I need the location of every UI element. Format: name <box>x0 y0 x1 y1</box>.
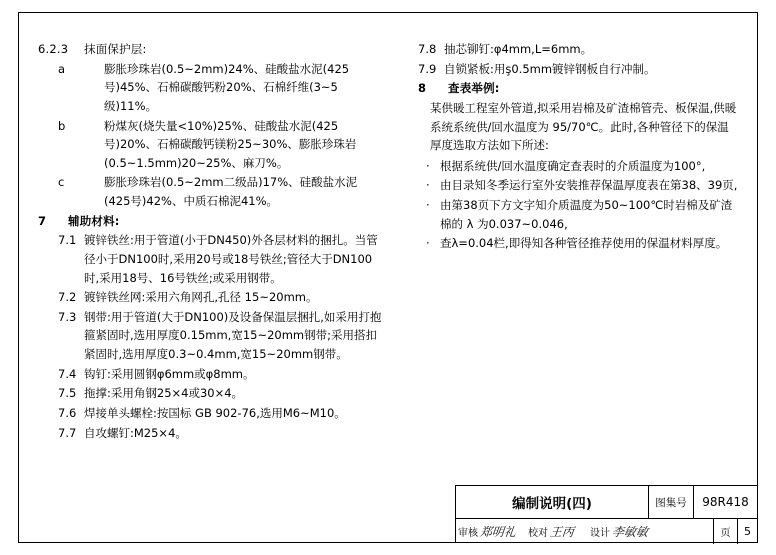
section-heading-8 <box>418 79 740 98</box>
list-marker: b <box>58 118 66 133</box>
list-marker: 7.9 <box>418 61 437 76</box>
list-marker: 7.1 <box>58 233 77 248</box>
bullet-marker: · <box>426 178 430 193</box>
title-block <box>455 485 758 543</box>
reviewer-signature: 郑明礼 <box>479 525 517 539</box>
list-text: 粉煤灰(烧失量<10%)25%、硅酸盐水泥(425号)20%、石棉碳酸钙镁粉25~30%、膨胀珍珠岩(0.5~1.5mm)20~25%、麻刀%。 <box>104 118 357 170</box>
bullet-item-4 <box>426 234 740 253</box>
bullet-marker: · <box>426 236 430 251</box>
page-number: 5 <box>744 525 751 538</box>
drawing-title: 编制说明(四) <box>456 486 649 518</box>
list-item-7-1 <box>58 231 383 287</box>
list-text: 膨胀珍珠岩(0.5~2mm)24%、硅酸盐水泥(425号)45%、石棉碳酸钙粉20%、石棉纤维(3~5级)11%。 <box>104 61 350 113</box>
bullet-item-2 <box>426 176 740 195</box>
list-item-7-5 <box>58 384 383 403</box>
list-item-7-4 <box>58 365 383 384</box>
section-number: 6.2.3 <box>38 42 69 56</box>
atlas-number-value: 98R418 <box>702 495 749 509</box>
list-item-7-9 <box>418 60 740 79</box>
proofreader-signature: 王丙 <box>549 525 575 539</box>
bullet-marker: · <box>426 198 430 212</box>
list-marker: a <box>58 61 66 76</box>
list-item-a <box>58 60 383 116</box>
list-item-7-6 <box>58 404 383 423</box>
designer-label: 设计 <box>590 528 610 539</box>
section-heading-6-2-3 <box>38 40 383 59</box>
title-block-bottom-row <box>456 519 757 544</box>
list-item-7-3 <box>58 308 383 364</box>
list-marker: c <box>58 175 65 190</box>
designer-cell <box>588 519 649 544</box>
list-marker: 7.3 <box>58 309 77 324</box>
list-marker: 7.2 <box>58 290 77 305</box>
section-heading-7 <box>38 212 383 231</box>
list-text: 自锁紧板:用ş0.5mm镀锌钢板自行冲制。 <box>444 61 656 76</box>
reviewer-label: 审核 <box>458 528 478 539</box>
bullet-text: 由目录知冬季运行室外安装推荐保温厚度表在第38、39页, <box>440 178 738 193</box>
paragraph-example-intro: 某供暖工程室外管道,拟采用岩棉及矿渣棉管壳、板保温,供暖系统系统供/回水温度为 95/70℃。此时,各种管径下的保温厚度选取方法如下所述: <box>430 100 737 153</box>
list-text: 拖撑:采用角钢25×4或30×4。 <box>84 386 244 401</box>
section-number: 7 <box>38 213 47 228</box>
atlas-number-label: 图集号 <box>649 486 694 518</box>
bullet-item-1 <box>426 157 740 176</box>
list-item-7-8 <box>418 40 740 59</box>
proofreader-cell <box>526 519 588 544</box>
list-item-c <box>58 173 383 210</box>
section-title: 查表举例: <box>448 81 500 96</box>
list-marker: 7.7 <box>58 425 77 440</box>
page-label: 页 <box>714 519 738 544</box>
bullet-text: 根据系统供/回水温度确定查表时的介质温度为100°, <box>440 158 706 173</box>
list-text: 抽芯铆钉:φ4mm,L=6mm。 <box>444 42 593 56</box>
section-title: 辅助材料: <box>68 213 120 228</box>
list-text: 焊接单头螺栓:按国标 GB 902-76,选用M6~M10。 <box>84 405 346 420</box>
left-text-column <box>38 40 383 443</box>
designer-signature: 李敏敏 <box>611 525 649 539</box>
bullet-item-3 <box>426 196 740 233</box>
list-text: 镀锌铁丝:用于管道(小于DN450)外各层材料的捆扎。当管径小于DN100时,采用20号或18号铁丝;管径大于DN100时,采用18号、16号铁丝;或采用钢带。 <box>84 233 378 285</box>
list-item-7-2 <box>58 288 383 307</box>
list-item-7-7 <box>58 424 383 443</box>
list-text: 自攻螺钉:M25×4。 <box>84 425 187 440</box>
title-block-top-row <box>456 486 757 519</box>
bullet-text: 由第38页下方文字知介质温度为50~100℃时岩棉及矿渣棉的 λ 为0.037~0.046, <box>440 198 733 231</box>
list-marker: 7.4 <box>58 366 77 381</box>
list-text: 钢带:用于管道(大于DN100)及设备保温层捆扎,如采用打抱箍紧固时,选用厚度0.15mm,宽15~20mm钢带;采用搭扣紧固时,选用厚度0.3~0.4mm,宽15~20mm钢带。 <box>84 309 382 361</box>
right-text-column <box>418 40 740 254</box>
list-marker: 7.5 <box>58 386 77 401</box>
list-item-b <box>58 117 383 173</box>
proofreader-label: 校对 <box>528 528 548 539</box>
section-number: 8 <box>418 81 427 96</box>
reviewer-cell <box>456 519 526 544</box>
list-marker: 7.6 <box>58 405 77 420</box>
list-marker: 7.8 <box>418 42 437 56</box>
list-text: 镀锌铁丝网:采用六角网孔,孔径 15~20mm。 <box>84 290 318 305</box>
bullet-marker: · <box>426 158 430 173</box>
list-text: 膨胀珍珠岩(0.5~2mm二级品)17%、硅酸盐水泥(425号)42%、中质石棉泥41%。 <box>104 175 358 208</box>
spacer-cell <box>649 519 714 544</box>
section-title: 抹面保护层: <box>84 42 147 56</box>
list-text: 钩钉:采用圆钢φ6mm或φ8mm。 <box>84 366 255 381</box>
bullet-text: 查λ=0.04栏,即得知各种管径推荐使用的保温材料厚度。 <box>440 236 728 251</box>
